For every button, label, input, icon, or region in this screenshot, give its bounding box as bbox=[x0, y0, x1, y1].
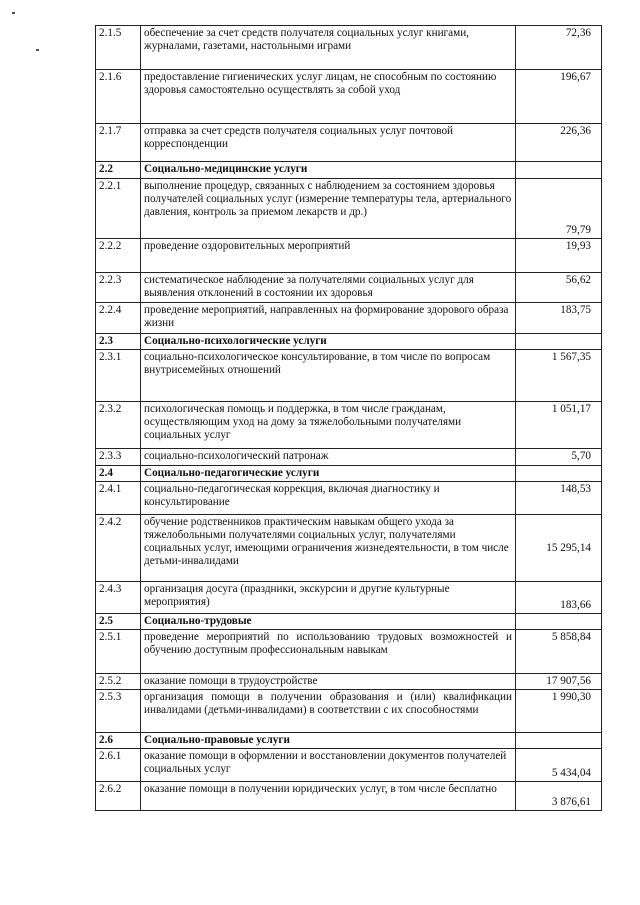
service-name: выполнение процедур, связанных с наблюдением за состоянием здоровья получателей социальных услуг (измерение температуры тела, артериального давления, контроль за приемом лекарств и др.) bbox=[141, 179, 516, 239]
row-number: 2.5.1 bbox=[96, 630, 141, 674]
section-number: 2.4 bbox=[96, 466, 141, 482]
section-price bbox=[516, 733, 602, 749]
row-number: 2.3.3 bbox=[96, 449, 141, 466]
service-name: проведение мероприятий по использованию трудовых возможностей и обучению доступным профессиональным навыкам bbox=[141, 630, 516, 674]
scan-speck bbox=[36, 49, 39, 51]
section-row bbox=[96, 614, 602, 630]
service-price: 5,70 bbox=[516, 449, 602, 466]
service-price: 196,67 bbox=[516, 70, 602, 124]
service-name: предоставление гигиенических услуг лицам, не способным по состоянию здоровья самостоятельно осуществлять за собой уход bbox=[141, 70, 516, 124]
row-number: 2.2.3 bbox=[96, 273, 141, 303]
service-price: 1 051,17 bbox=[516, 402, 602, 449]
row-number: 2.3.1 bbox=[96, 350, 141, 402]
service-name: организация помощи в получении образования и (или) квалификации инвалидами (детьми-инвалидами) в соответствии с их способностями bbox=[141, 690, 516, 733]
section-number: 2.2 bbox=[96, 162, 141, 179]
row-number: 2.1.6 bbox=[96, 70, 141, 124]
table-row bbox=[96, 582, 602, 614]
service-price: 15 295,14 bbox=[516, 515, 602, 582]
section-price bbox=[516, 162, 602, 179]
table-row bbox=[96, 482, 602, 515]
row-number: 2.6.1 bbox=[96, 749, 141, 782]
row-number: 2.1.7 bbox=[96, 124, 141, 162]
service-name: обеспечение за счет средств получателя социальных услуг книгами, журналами, газетами, настольными играми bbox=[141, 26, 516, 70]
service-price: 79,79 bbox=[516, 179, 602, 239]
service-price: 1 567,35 bbox=[516, 350, 602, 402]
row-number: 2.4.2 bbox=[96, 515, 141, 582]
service-name: организация досуга (праздники, экскурсии и другие культурные мероприятия) bbox=[141, 582, 516, 614]
service-name: обучение родственников практическим навыкам общего ухода за тяжелобольными получателями социальных услуг, получателями социальных услуг, имеющими ограничения жизнедеятельности, в том числе детьми-инвалидами bbox=[141, 515, 516, 582]
service-name: проведение мероприятий, направленных на формирование здорового образа жизни bbox=[141, 303, 516, 334]
section-number: 2.3 bbox=[96, 334, 141, 350]
service-name: социально-психологический патронаж bbox=[141, 449, 516, 466]
service-price: 183,75 bbox=[516, 303, 602, 334]
service-price: 5 434,04 bbox=[516, 749, 602, 782]
row-number: 2.2.1 bbox=[96, 179, 141, 239]
section-price bbox=[516, 614, 602, 630]
table-row bbox=[96, 124, 602, 162]
table-row bbox=[96, 630, 602, 674]
service-price: 226,36 bbox=[516, 124, 602, 162]
service-price: 183,66 bbox=[516, 582, 602, 614]
table-row bbox=[96, 70, 602, 124]
service-name: социально-психологическое консультирование, в том числе по вопросам внутрисемейных отношений bbox=[141, 350, 516, 402]
table-row bbox=[96, 402, 602, 449]
table-row bbox=[96, 273, 602, 303]
section-price bbox=[516, 466, 602, 482]
services-price-table bbox=[95, 25, 602, 811]
table-row bbox=[96, 690, 602, 733]
section-price bbox=[516, 334, 602, 350]
section-row bbox=[96, 334, 602, 350]
row-number: 2.5.2 bbox=[96, 674, 141, 690]
table-row bbox=[96, 449, 602, 466]
section-title: Социально-психологические услуги bbox=[141, 334, 516, 350]
table-row bbox=[96, 350, 602, 402]
row-number: 2.3.2 bbox=[96, 402, 141, 449]
service-price: 148,53 bbox=[516, 482, 602, 515]
row-number: 2.2.2 bbox=[96, 239, 141, 273]
table-row bbox=[96, 303, 602, 334]
section-title: Социально-медицинские услуги bbox=[141, 162, 516, 179]
service-price: 5 858,84 bbox=[516, 630, 602, 674]
service-name: оказание помощи в оформлении и восстановлении документов получателей социальных услуг bbox=[141, 749, 516, 782]
table-row bbox=[96, 179, 602, 239]
service-price: 17 907,56 bbox=[516, 674, 602, 690]
service-price: 72,36 bbox=[516, 26, 602, 70]
service-name: оказание помощи в получении юридических услуг, в том числе бесплатно bbox=[141, 782, 516, 811]
service-name: систематическое наблюдение за получателями социальных услуг для выявления отклонений в состоянии их здоровья bbox=[141, 273, 516, 303]
row-number: 2.1.5 bbox=[96, 26, 141, 70]
scan-speck bbox=[12, 12, 15, 14]
section-row bbox=[96, 466, 602, 482]
section-title: Социально-правовые услуги bbox=[141, 733, 516, 749]
section-row bbox=[96, 162, 602, 179]
section-row bbox=[96, 733, 602, 749]
row-number: 2.5.3 bbox=[96, 690, 141, 733]
service-name: психологическая помощь и поддержка, в том числе гражданам, осуществляющим уход на дому за тяжелобольными получателями социальных услуг bbox=[141, 402, 516, 449]
section-number: 2.6 bbox=[96, 733, 141, 749]
service-name: оказание помощи в трудоустройстве bbox=[141, 674, 516, 690]
service-price: 1 990,30 bbox=[516, 690, 602, 733]
row-number: 2.4.3 bbox=[96, 582, 141, 614]
service-name: проведение оздоровительных мероприятий bbox=[141, 239, 516, 273]
table-row bbox=[96, 749, 602, 782]
table-row bbox=[96, 515, 602, 582]
table-row bbox=[96, 26, 602, 70]
service-price: 56,62 bbox=[516, 273, 602, 303]
table-row bbox=[96, 674, 602, 690]
service-name: социально-педагогическая коррекция, включая диагностику и консультирование bbox=[141, 482, 516, 515]
section-title: Социально-трудовые bbox=[141, 614, 516, 630]
row-number: 2.2.4 bbox=[96, 303, 141, 334]
service-price: 3 876,61 bbox=[516, 782, 602, 811]
section-title: Социально-педагогические услуги bbox=[141, 466, 516, 482]
service-name: отправка за счет средств получателя социальных услуг почтовой корреспонденции bbox=[141, 124, 516, 162]
table-row bbox=[96, 239, 602, 273]
row-number: 2.6.2 bbox=[96, 782, 141, 811]
service-price: 19,93 bbox=[516, 239, 602, 273]
section-number: 2.5 bbox=[96, 614, 141, 630]
table-row bbox=[96, 782, 602, 811]
row-number: 2.4.1 bbox=[96, 482, 141, 515]
